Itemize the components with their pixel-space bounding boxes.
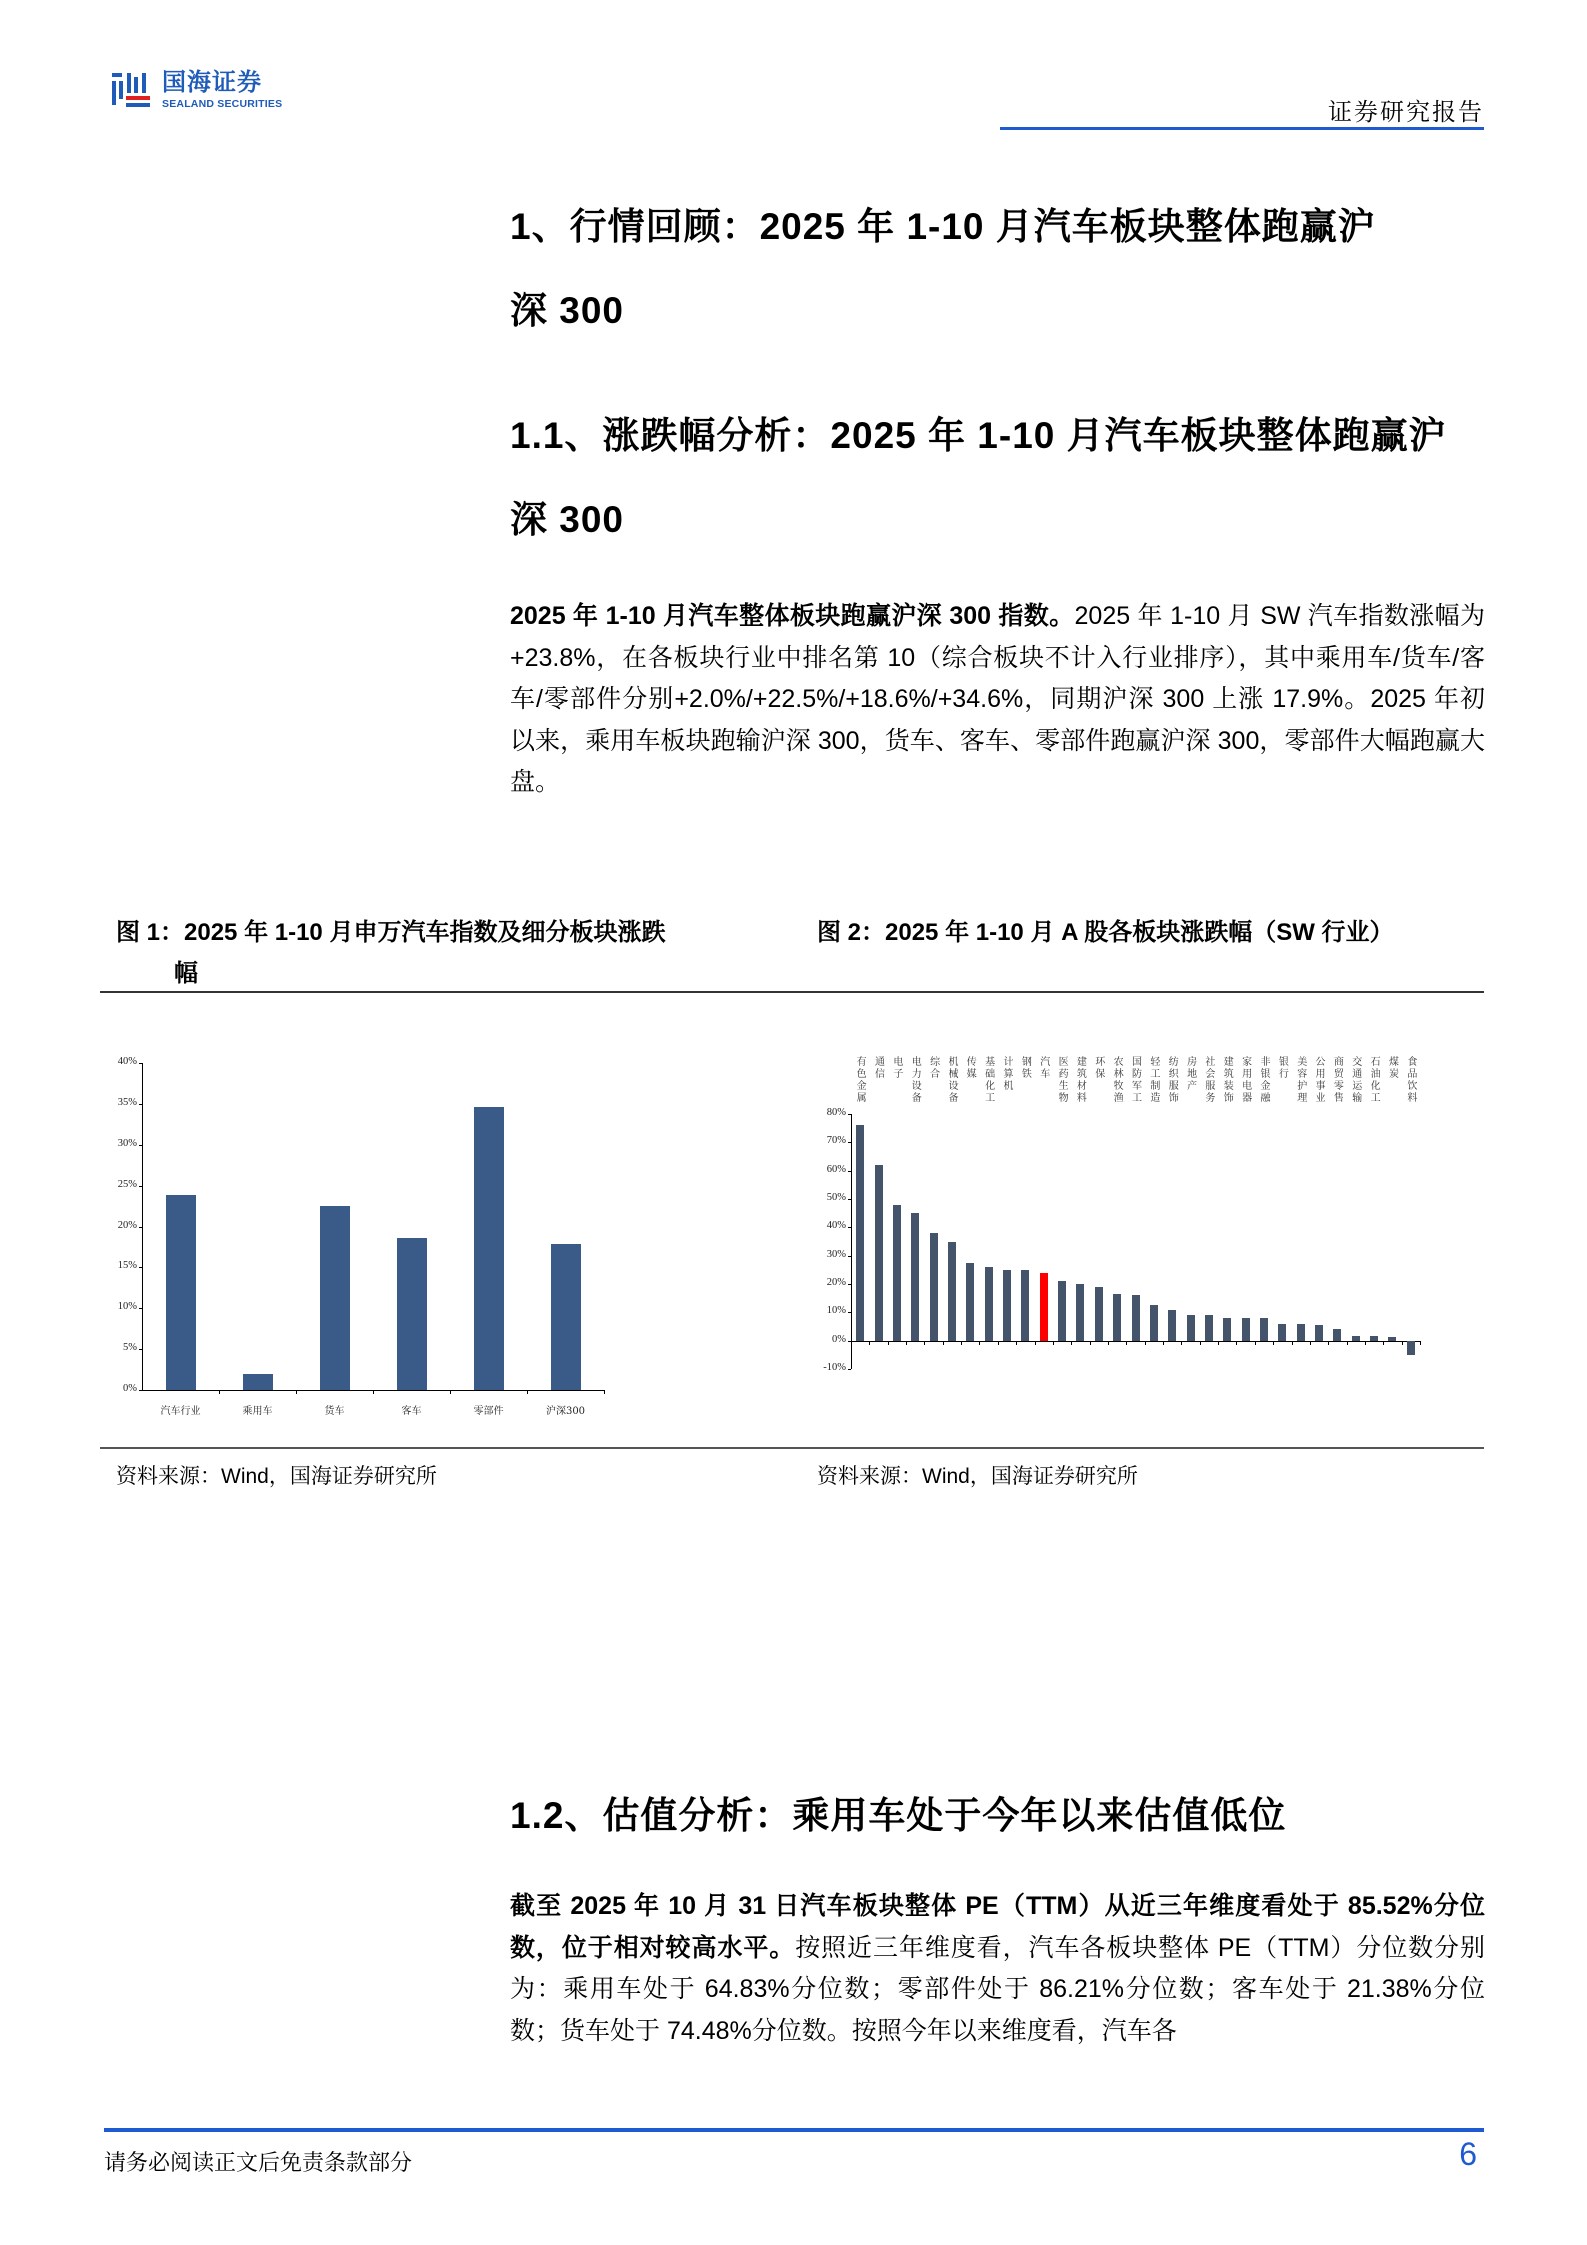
figure-1-caption-line2: 幅 (174, 960, 198, 987)
y-tick (139, 1267, 142, 1268)
y-tick (848, 1341, 851, 1342)
y-tick-label: 40% (826, 1220, 846, 1232)
section-1-title-line1: 1、行情回顾：2025 年 1-10 月汽车板块整体跑赢沪 (510, 206, 1376, 247)
x-category-label: 电子 (890, 1056, 902, 1080)
x-category-label: 石油化工 (1368, 1056, 1380, 1104)
disclaimer-note: 请务必阅读正文后免责条款部分 (104, 2151, 413, 2176)
bar-建筑装饰 (1223, 1318, 1231, 1341)
y-tick-label: 50% (826, 1192, 846, 1203)
bar-社会服务 (1205, 1315, 1213, 1341)
x-tick (1126, 1341, 1127, 1345)
y-axis (851, 1114, 852, 1369)
paragraph-body: 按照近三年维度看，汽车各板块整体 PE（TTM）分位数分别为：乘用车处于 64.83%分位数；零部件处于 86.21%分位数；客车处于 21.38%分位数；货车处于 74.48%分位数。按照今年以来维度看，汽车各 (510, 1933, 1485, 2045)
x-tick (979, 1341, 980, 1345)
x-tick (943, 1341, 944, 1345)
footer-divider (104, 2128, 1484, 2132)
x-tick (1365, 1341, 1366, 1345)
x-tick (998, 1341, 999, 1345)
x-tick (1090, 1341, 1091, 1345)
x-axis-zero (851, 1341, 1420, 1342)
figure-2-source (817, 1460, 1138, 1490)
x-tick (373, 1390, 374, 1394)
y-tick (139, 1063, 142, 1064)
y-tick-label: 60% (826, 1163, 846, 1175)
y-tick-label: 10% (826, 1305, 846, 1317)
x-tick (1255, 1341, 1256, 1345)
x-tick (1420, 1341, 1421, 1345)
logo-chinese-name: 国海证券 (162, 68, 262, 97)
x-tick (1236, 1341, 1237, 1345)
bar-石油化工 (1370, 1336, 1378, 1340)
y-tick (139, 1104, 142, 1105)
x-category-label: 煤炭 (1386, 1056, 1398, 1080)
x-tick (888, 1341, 889, 1345)
x-tick (527, 1390, 528, 1394)
x-category-label: 客车 (401, 1406, 422, 1417)
x-tick (1145, 1341, 1146, 1345)
x-tick (961, 1341, 962, 1345)
x-category-label: 家用电器 (1239, 1056, 1251, 1104)
x-category-label: 食品饮料 (1404, 1056, 1416, 1104)
y-tick-label: 0% (832, 1333, 846, 1345)
x-tick (1292, 1341, 1293, 1345)
y-tick (848, 1312, 851, 1313)
x-category-label: 汽车行业 (160, 1406, 201, 1417)
x-tick (1108, 1341, 1109, 1345)
y-tick-label: 15% (117, 1260, 137, 1272)
x-tick (1163, 1341, 1164, 1345)
figure-1-caption (116, 912, 776, 994)
bar-客车 (397, 1238, 427, 1390)
bar-钢铁 (1021, 1270, 1029, 1340)
x-tick (450, 1390, 451, 1394)
x-category-label: 沪深300 (545, 1406, 586, 1417)
x-category-label: 建筑材料 (1074, 1056, 1086, 1104)
x-tick (924, 1341, 925, 1345)
report-type-label: 证券研究报告 (1328, 98, 1484, 126)
y-tick-label: 5% (123, 1342, 137, 1354)
sealand-logo-icon (110, 69, 152, 111)
x-tick (1181, 1341, 1182, 1345)
bar-传媒 (966, 1263, 974, 1341)
x-category-label: 非银金融 (1257, 1056, 1269, 1104)
x-tick (1402, 1341, 1403, 1345)
section-1-1-title-line2: 深 300 (510, 499, 625, 540)
figure-top-divider (100, 991, 1484, 993)
bar-家用电器 (1242, 1318, 1250, 1341)
logo-english-name: SEALAND SECURITIES (162, 98, 283, 111)
bar-机械设备 (948, 1242, 956, 1341)
figure-bottom-divider (100, 1447, 1484, 1449)
y-tick (848, 1199, 851, 1200)
bar-煤炭 (1388, 1337, 1396, 1340)
x-tick (1071, 1341, 1072, 1345)
x-category-label: 有色金属 (854, 1056, 866, 1104)
company-logo (110, 66, 282, 114)
x-tick (296, 1390, 297, 1394)
y-tick-label: 25% (117, 1178, 137, 1190)
source-institute: ，国海证券研究所 (268, 1464, 437, 1488)
x-tick (1347, 1341, 1348, 1345)
x-category-label: 综合 (927, 1056, 939, 1080)
bar-农林牧渔 (1113, 1294, 1121, 1341)
y-tick-label: 80% (826, 1107, 846, 1118)
x-category-label: 货车 (324, 1406, 345, 1417)
bar-乘用车 (243, 1374, 273, 1390)
bar-国防军工 (1132, 1295, 1140, 1340)
x-category-label: 医药生物 (1056, 1056, 1068, 1104)
y-tick (139, 1186, 142, 1187)
x-category-label: 环保 (1092, 1056, 1104, 1080)
x-category-label: 美容护理 (1294, 1056, 1306, 1104)
x-category-label: 基础化工 (982, 1056, 994, 1104)
x-category-label: 电力设备 (909, 1056, 921, 1104)
bar-电力设备 (911, 1213, 919, 1341)
y-tick (139, 1349, 142, 1350)
bar-交通运输 (1352, 1336, 1360, 1340)
y-tick-label: 0% (123, 1383, 137, 1394)
header-divider (1000, 127, 1484, 130)
bar-银行 (1278, 1324, 1286, 1341)
source-institute: ，国海证券研究所 (969, 1464, 1138, 1488)
x-tick (1218, 1341, 1219, 1345)
section-1-1-paragraph (510, 596, 1485, 804)
section-1-2-paragraph (510, 1886, 1485, 2052)
bar-纺织服饰 (1168, 1310, 1176, 1341)
source-label: 资料来源： (817, 1464, 922, 1488)
x-tick (1200, 1341, 1201, 1345)
y-tick (139, 1308, 142, 1309)
x-tick (869, 1341, 870, 1345)
x-tick (1273, 1341, 1274, 1345)
x-category-label: 社会服务 (1202, 1056, 1214, 1104)
source-wind: Wind (221, 1465, 269, 1488)
figure-1-caption-line1: 图 1：2025 年 1-10 月申万汽车指数及细分板块涨跌 (116, 919, 666, 946)
page-number: 6 (1459, 2136, 1477, 2172)
source-label: 资料来源： (116, 1464, 221, 1488)
y-tick-label: 20% (826, 1277, 846, 1288)
bar-非银金融 (1260, 1318, 1268, 1341)
source-wind: Wind (922, 1465, 970, 1488)
y-tick-label: 30% (117, 1137, 137, 1149)
chart-sw-industry-returns (800, 1040, 1500, 1380)
x-category-label: 国防军工 (1129, 1056, 1141, 1104)
y-tick-label: 70% (826, 1135, 846, 1147)
x-category-label: 房地产 (1184, 1056, 1196, 1092)
bar-房地产 (1187, 1315, 1195, 1341)
y-tick-label: -10% (823, 1362, 846, 1373)
bar-公用事业 (1315, 1325, 1323, 1341)
x-category-label: 汽车 (1037, 1056, 1049, 1080)
y-tick (848, 1227, 851, 1228)
x-tick (604, 1390, 605, 1394)
bar-汽车行业 (166, 1195, 196, 1390)
paragraph-lead-bold: 截至 2025 年 10 月 31 日汽车板块整体 PE（TTM）从近三年维度看处于 85.52%分位数，位于相对较高水平。 (510, 1892, 1485, 1962)
x-category-label: 通信 (872, 1056, 884, 1080)
bar-计算机 (1003, 1270, 1011, 1341)
x-tick (219, 1390, 220, 1394)
y-tick-label: 20% (117, 1219, 137, 1231)
x-category-label: 钢铁 (1019, 1056, 1031, 1080)
bar-建筑材料 (1076, 1284, 1084, 1341)
x-category-label: 乘用车 (242, 1406, 273, 1417)
section-1-2-title: 1.2、估值分析：乘用车处于今年以来估值低位 (510, 1795, 1287, 1836)
bar-食品饮料 (1407, 1341, 1415, 1355)
x-tick (1383, 1341, 1384, 1345)
x-category-label: 交通运输 (1349, 1056, 1361, 1104)
paragraph-body: 2025 年 1-10 月 SW 汽车指数涨幅为+23.8%，在各板块行业中排名第 10（综合板块不计入行业排序），其中乘用车/货车/客车/零部件分别+2.0%/+22.5%/+18.6%/+34.6%，同期沪深 300 上涨 17.9%。2025 年初以来，乘用车板块跑输沪深 300，货车、客车、零部件跑赢沪深 300，零部件大幅跑赢大盘。 (510, 602, 1486, 796)
bar-轻工制造 (1150, 1305, 1158, 1340)
y-tick (848, 1114, 851, 1115)
chart-auto-subsector-returns (100, 1040, 760, 1440)
x-tick (1310, 1341, 1311, 1345)
bar-综合 (930, 1233, 938, 1341)
y-tick (848, 1171, 851, 1172)
bar-基础化工 (985, 1267, 993, 1341)
y-axis (142, 1063, 143, 1390)
y-tick-label: 30% (826, 1248, 846, 1260)
x-tick (1328, 1341, 1329, 1345)
bar-商贸零售 (1333, 1329, 1341, 1340)
bar-环保 (1095, 1287, 1103, 1341)
y-tick (139, 1390, 142, 1391)
x-category-label: 计算机 (1001, 1056, 1013, 1092)
x-category-label: 建筑装饰 (1221, 1056, 1233, 1104)
y-tick (848, 1256, 851, 1257)
x-category-label: 零部件 (473, 1406, 504, 1417)
bar-沪深300 (551, 1244, 581, 1390)
figure-1-source (116, 1460, 437, 1490)
bar-汽车 (1040, 1273, 1048, 1340)
x-category-label: 机械设备 (945, 1056, 957, 1104)
y-tick-label: 40% (117, 1056, 137, 1067)
bar-电子 (893, 1205, 901, 1341)
y-tick (139, 1145, 142, 1146)
y-tick (848, 1369, 851, 1370)
y-tick-label: 10% (117, 1301, 137, 1313)
y-tick (848, 1142, 851, 1143)
y-tick (848, 1284, 851, 1285)
bar-零部件 (474, 1107, 504, 1390)
y-tick (139, 1227, 142, 1228)
bar-货车 (320, 1206, 350, 1390)
bar-医药生物 (1058, 1281, 1066, 1341)
y-tick-label: 35% (117, 1096, 137, 1108)
x-tick (1035, 1341, 1036, 1345)
x-category-label: 传媒 (964, 1056, 976, 1080)
x-category-label: 商贸零售 (1331, 1056, 1343, 1104)
x-category-label: 纺织服饰 (1166, 1056, 1178, 1104)
section-1-1-title-line1: 1.1、涨跌幅分析：2025 年 1-10 月汽车板块整体跑赢沪 (510, 415, 1447, 456)
x-category-label: 农林牧渔 (1111, 1056, 1123, 1104)
paragraph-lead-bold: 2025 年 1-10 月汽车整体板块跑赢沪深 300 指数。 (510, 602, 1075, 630)
x-tick (906, 1341, 907, 1345)
bar-美容护理 (1297, 1324, 1305, 1341)
figure-2-caption: 图 2：2025 年 1-10 月 A 股各板块涨跌幅（SW 行业） (817, 919, 1394, 946)
x-category-label: 轻工制造 (1147, 1056, 1159, 1104)
x-category-label: 公用事业 (1313, 1056, 1325, 1104)
section-1-title-line2: 深 300 (510, 290, 625, 331)
bar-有色金属 (856, 1125, 864, 1340)
x-tick (1053, 1341, 1054, 1345)
x-category-label: 银行 (1276, 1056, 1288, 1080)
bar-通信 (875, 1165, 883, 1341)
x-tick (1016, 1341, 1017, 1345)
